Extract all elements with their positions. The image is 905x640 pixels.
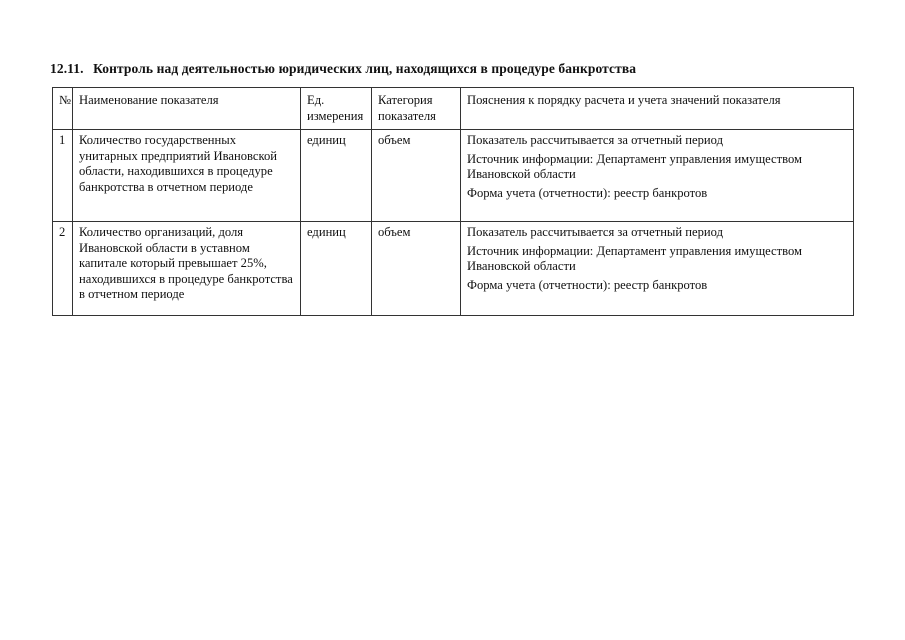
notes-period: Показатель рассчитывается за отчетный период	[467, 133, 723, 147]
notes-source: Источник информации: Департамент управления имуществом Ивановской области	[467, 151, 803, 182]
header-unit: Ед. измерения	[301, 88, 372, 130]
header-notes: Пояснения к порядку расчета и учета значений показателя	[461, 88, 854, 130]
cell-num: 1	[53, 130, 73, 222]
cell-name: Количество организаций, доля Ивановской области в уставном капитале который превышает 25%, находившихся в процедуре банкротства в отчетном периоде	[73, 222, 301, 316]
table-header-row	[53, 88, 854, 130]
header-num: №	[53, 88, 73, 130]
table-row	[53, 130, 854, 222]
header-category: Категория показателя	[372, 88, 461, 130]
notes-form: Форма учета (отчетности): реестр банкротов	[467, 185, 708, 200]
table-row	[53, 222, 854, 316]
cell-unit: единиц	[301, 130, 372, 222]
notes-form: Форма учета (отчетности): реестр банкротов	[467, 277, 708, 292]
section-heading	[50, 61, 636, 77]
cell-category: объем	[372, 222, 461, 316]
cell-num: 2	[53, 222, 73, 316]
section-title: Контроль над деятельностью юридических лиц, находящихся в процедуре банкротства	[93, 61, 637, 76]
cell-notes	[461, 222, 854, 316]
cell-unit: единиц	[301, 222, 372, 316]
header-name: Наименование показателя	[73, 88, 301, 130]
section-number: 12.11.	[50, 61, 84, 76]
notes-source: Источник информации: Департамент управления имуществом Ивановской области	[467, 243, 803, 274]
cell-name: Количество государственных унитарных предприятий Ивановской области, находившихся в процедуре банкротства в отчетном периоде	[73, 130, 301, 222]
notes-period: Показатель рассчитывается за отчетный период	[467, 225, 723, 239]
cell-notes	[461, 130, 854, 222]
cell-category: объем	[372, 130, 461, 222]
indicators-table	[52, 87, 854, 316]
